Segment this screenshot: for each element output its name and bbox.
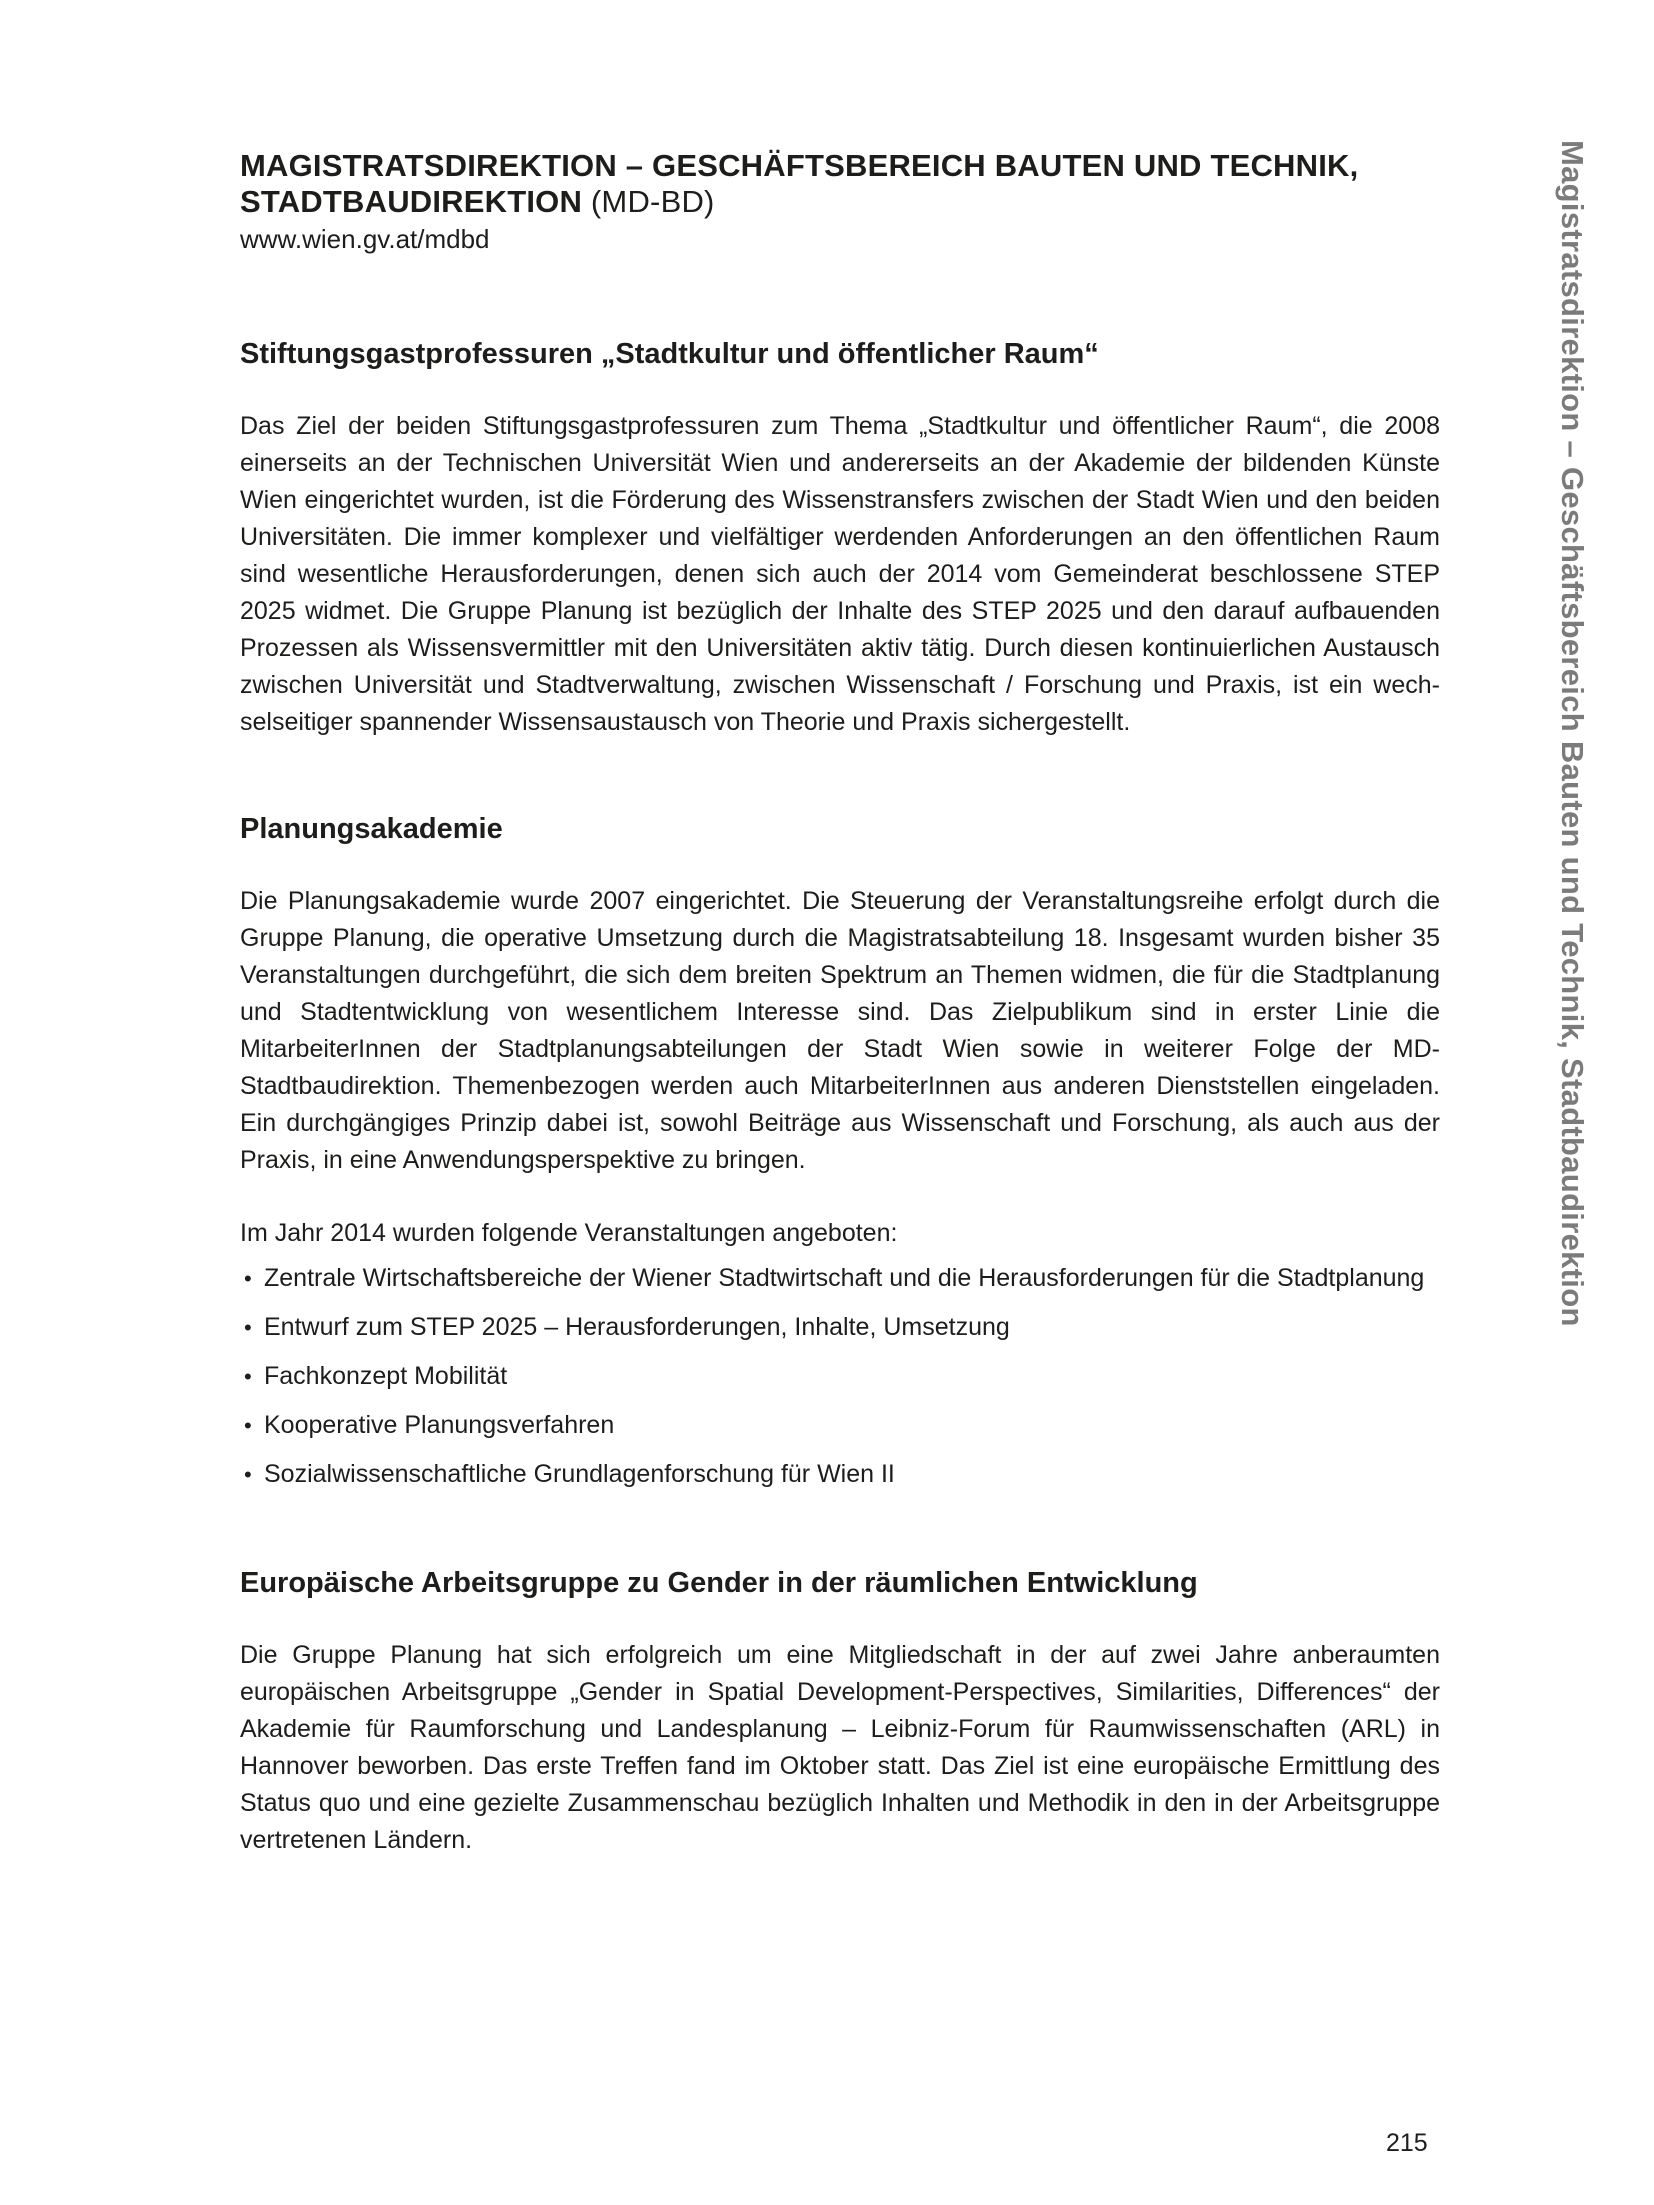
vertical-running-title: Magistratsdirektion – Geschäftsbereich Bauten und Technik, Stadtbaudirektion [1555, 140, 1590, 1327]
bullet-icon: • [244, 1266, 252, 1291]
header-title-line1: MAGISTRATSDIREKTION – GESCHÄFTSBEREICH BAUTEN UND TECHNIK, [240, 148, 1359, 183]
list-item [240, 1358, 1440, 1395]
event-item-text: Zentrale Wirtschaftsbereiche der Wiener Stadtwirtschaft und die Herausforderungen für die Stadtplanung [264, 1264, 1425, 1292]
event-item-text: Fachkonzept Mobilität [264, 1362, 508, 1390]
bullet-icon: • [244, 1413, 252, 1438]
event-item-text: Kooperative Planungsverfahren [264, 1411, 615, 1439]
page-number: 215 [1386, 2129, 1428, 2157]
header-title-abbreviation: (MD-BD) [582, 184, 715, 219]
header-title-line2: STADTBAUDIREKTION [240, 184, 583, 219]
list-item [240, 1260, 1440, 1297]
bullet-icon: • [244, 1364, 252, 1389]
section-paragraph-planungsakademie: Die Planungsakademie wurde 2007 eingerichtet. Die Steuerung der Veranstaltungsreihe erfolgt durch die Gruppe Planung, die operative Umsetzung durch die Magistratsabteilung 18. Insgesamt wurden bisher 35 Veranstaltungen durchgeführt, die sich dem breiten Spektrum an Themen widmen, die für die Stadtplanung und Stadtentwicklung von wesentlichem Interesse sind. Das Zielpublikum sind in erster Linie die MitarbeiterInnen der Stadtplanungsabteilungen der Stadt Wien sowie in weiterer Folge der MD-Stadtbaudirektion. Themenbezogen werden auch MitarbeiterInnen aus anderen Dienststellen eingeladen. Ein durchgängiges Prinzip dabei ist, sowohl Beiträge aus Wissenschaft und Forschung, als auch aus der Praxis, in eine Anwendungsperspektive zu bringen. [240, 887, 1440, 1174]
list-item [240, 1309, 1440, 1346]
list-item [240, 1456, 1440, 1493]
bullet-icon: • [244, 1315, 252, 1340]
section-paragraph-gender: Die Gruppe Planung hat sich erfolgreich um eine Mitgliedschaft in der auf zwei Jahre anberaumten europäischen Arbeitsgruppe „Gender in Spatial Development-Perspectives, Similarities, Differences“ der Akademie für Raumforschung und Landesplanung – Leibniz-Forum für Raumwissenschaften (ARL) in Hannover beworben. Das erste Treffen fand im Oktober statt. Das Ziel ist eine europäische Ermittlung des Status quo und eine gezielte Zusammenschau bezüglich Inhalten und Methodik in den in der Arbeitsgruppe vertretenen Ländern. [240, 1641, 1440, 1854]
event-item-text: Sozialwissenschaftliche Grundlagenforschung für Wien II [264, 1460, 895, 1488]
event-item-text: Entwurf zum STEP 2025 – Herausforderungen, Inhalte, Umsetzung [264, 1313, 1010, 1341]
section-paragraph-stiftungsgastprofessuren: Das Ziel der beiden Stiftungsgastprofessuren zum Thema „Stadtkultur und öffentlicher Raum“, die 2008 einerseits an der Technischen Universität Wien und andererseits an der Akademie der bildenden Künste Wien eingerichtet wurden, ist die Förderung des Wissenstransfers zwischen der Stadt Wien und den beiden Universitäten. Die immer komplexer und vielfältiger werdenden Anforderungen an den öffentlichen Raum sind wesentliche Herausforderungen, denen sich auch der 2014 vom Gemeinderat beschlossene STEP 2025 widmet. Die Gruppe Planung ist bezüglich der Inhalte des STEP 2025 und den darauf aufbauenden Prozessen als Wissensvermittler mit den Universitäten aktiv tätig. Durch diesen kontinuierlichen Austausch zwischen Universität und Stadtverwaltung, zwischen Wissenschaft / Forschung und Praxis, ist ein wechselseitiger spannender Wissensaustausch von Theorie und Praxis sichergestellt. [240, 412, 1440, 736]
section-title-gender: Europäische Arbeitsgruppe zu Gender in der räumlichen Entwicklung [240, 1567, 1198, 1599]
page-content [240, 148, 1440, 1859]
list-item [240, 1407, 1440, 1444]
section-title-planungsakademie: Planungsakademie [240, 813, 503, 845]
bullet-icon: • [244, 1462, 252, 1487]
document-header [240, 148, 1440, 256]
events-list [240, 1260, 1440, 1493]
header-url[interactable]: www.wien.gv.at/mdbd [240, 224, 490, 254]
events-list-intro: Im Jahr 2014 wurden folgende Veranstaltungen angeboten: [240, 1219, 898, 1247]
section-title-stiftungsgastprofessuren: Stiftungsgastprofessuren „Stadtkultur und öffentlicher Raum“ [240, 338, 1099, 370]
header-title [240, 148, 1440, 220]
